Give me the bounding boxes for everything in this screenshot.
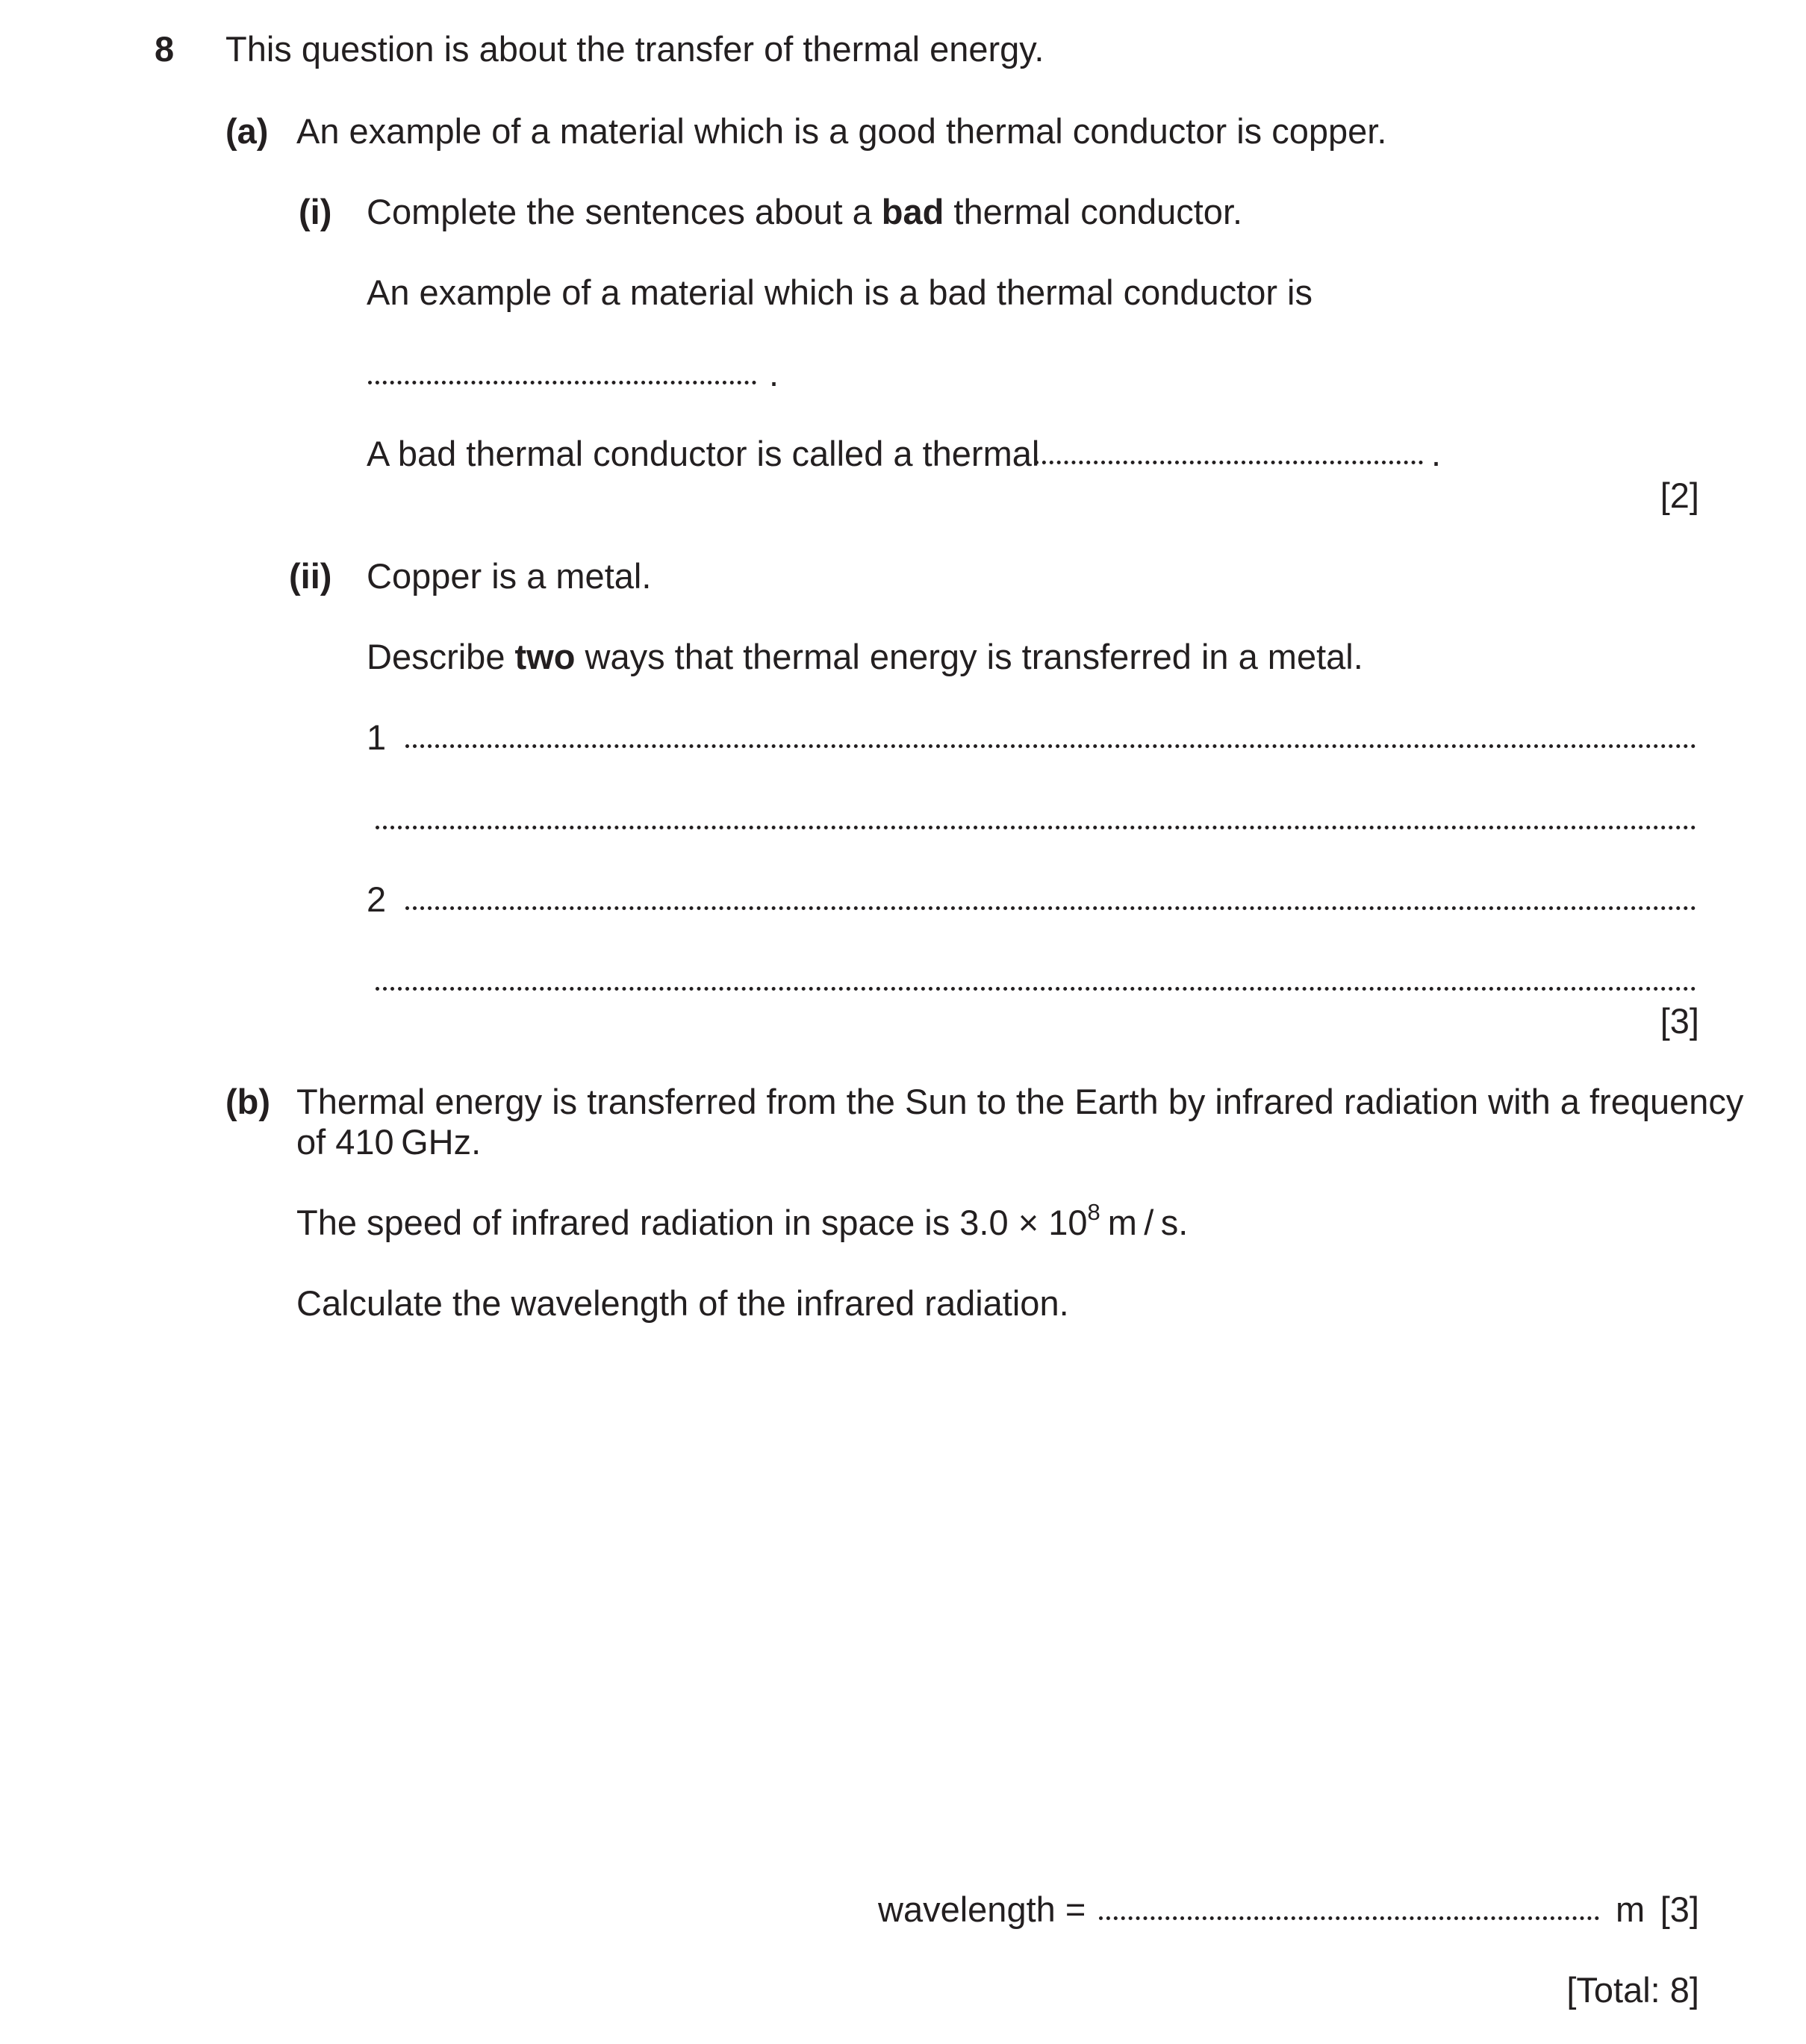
part-a-i-label: (i) — [299, 192, 332, 231]
instruction-bold: two — [514, 637, 576, 676]
sentence1-period: . — [769, 354, 779, 393]
part-b-text-line1: Thermal energy is transferred from the Sun to the Earth by infrared radiation with a frequency — [296, 1082, 1744, 1121]
answer-line-material[interactable] — [368, 381, 756, 384]
answer-line-2b[interactable] — [376, 987, 1696, 991]
answer-line-thermal[interactable] — [1035, 461, 1423, 464]
marks-b: [3] — [1660, 1889, 1699, 1929]
instruction-text: Complete the sentences about a — [367, 192, 882, 231]
part-b-label: (b) — [225, 1082, 271, 1121]
instruction-text: Describe — [367, 637, 515, 676]
question-number: 8 — [155, 29, 175, 69]
part-b-text-line2: of 410 GHz. — [296, 1122, 482, 1162]
instruction-bold: bad — [881, 192, 944, 231]
part-a-ii-statement: Copper is a metal. — [367, 556, 652, 596]
marks-a-ii: [3] — [1660, 1001, 1699, 1041]
instruction-text-end: ways that thermal energy is transferred in a metal. — [575, 637, 1363, 676]
answer-number-2: 2 — [367, 879, 387, 919]
wavelength-label: wavelength = — [878, 1889, 1086, 1929]
part-a-label: (a) — [225, 111, 269, 151]
answer-line-wavelength[interactable] — [1099, 1916, 1599, 1920]
part-a-ii-instruction — [367, 639, 1363, 674]
wavelength-unit: m — [1616, 1889, 1645, 1929]
answer-line-1b[interactable] — [376, 826, 1696, 829]
part-a-ii-label: (ii) — [289, 556, 332, 596]
total-marks: [Total: 8] — [1566, 1970, 1699, 2010]
part-b-speed — [296, 1199, 1189, 1242]
answer-line-2a[interactable] — [405, 906, 1696, 910]
speed-exponent: 8 — [1087, 1199, 1100, 1225]
answer-number-1: 1 — [367, 717, 387, 757]
sentence2-period: . — [1431, 434, 1442, 473]
part-a-text: An example of a material which is a good thermal conductor is copper. — [296, 111, 1387, 151]
marks-a-i: [2] — [1660, 476, 1699, 515]
speed-text: The speed of infrared radiation in space is 3.0 × 10 — [296, 1203, 1088, 1242]
answer-line-1a[interactable] — [405, 744, 1696, 748]
question-stem: This question is about the transfer of thermal energy. — [225, 29, 1044, 69]
part-b-instruction: Calculate the wavelength of the infrared radiation. — [296, 1283, 1069, 1323]
sentence-thermal-name: A bad thermal conductor is called a thermal — [367, 434, 1040, 473]
speed-unit: m / s. — [1107, 1203, 1189, 1242]
instruction-text-end: thermal conductor. — [944, 192, 1243, 231]
part-a-i-instruction — [367, 194, 1242, 229]
sentence-bad-conductor-example: An example of a material which is a bad thermal conductor is — [367, 272, 1313, 312]
